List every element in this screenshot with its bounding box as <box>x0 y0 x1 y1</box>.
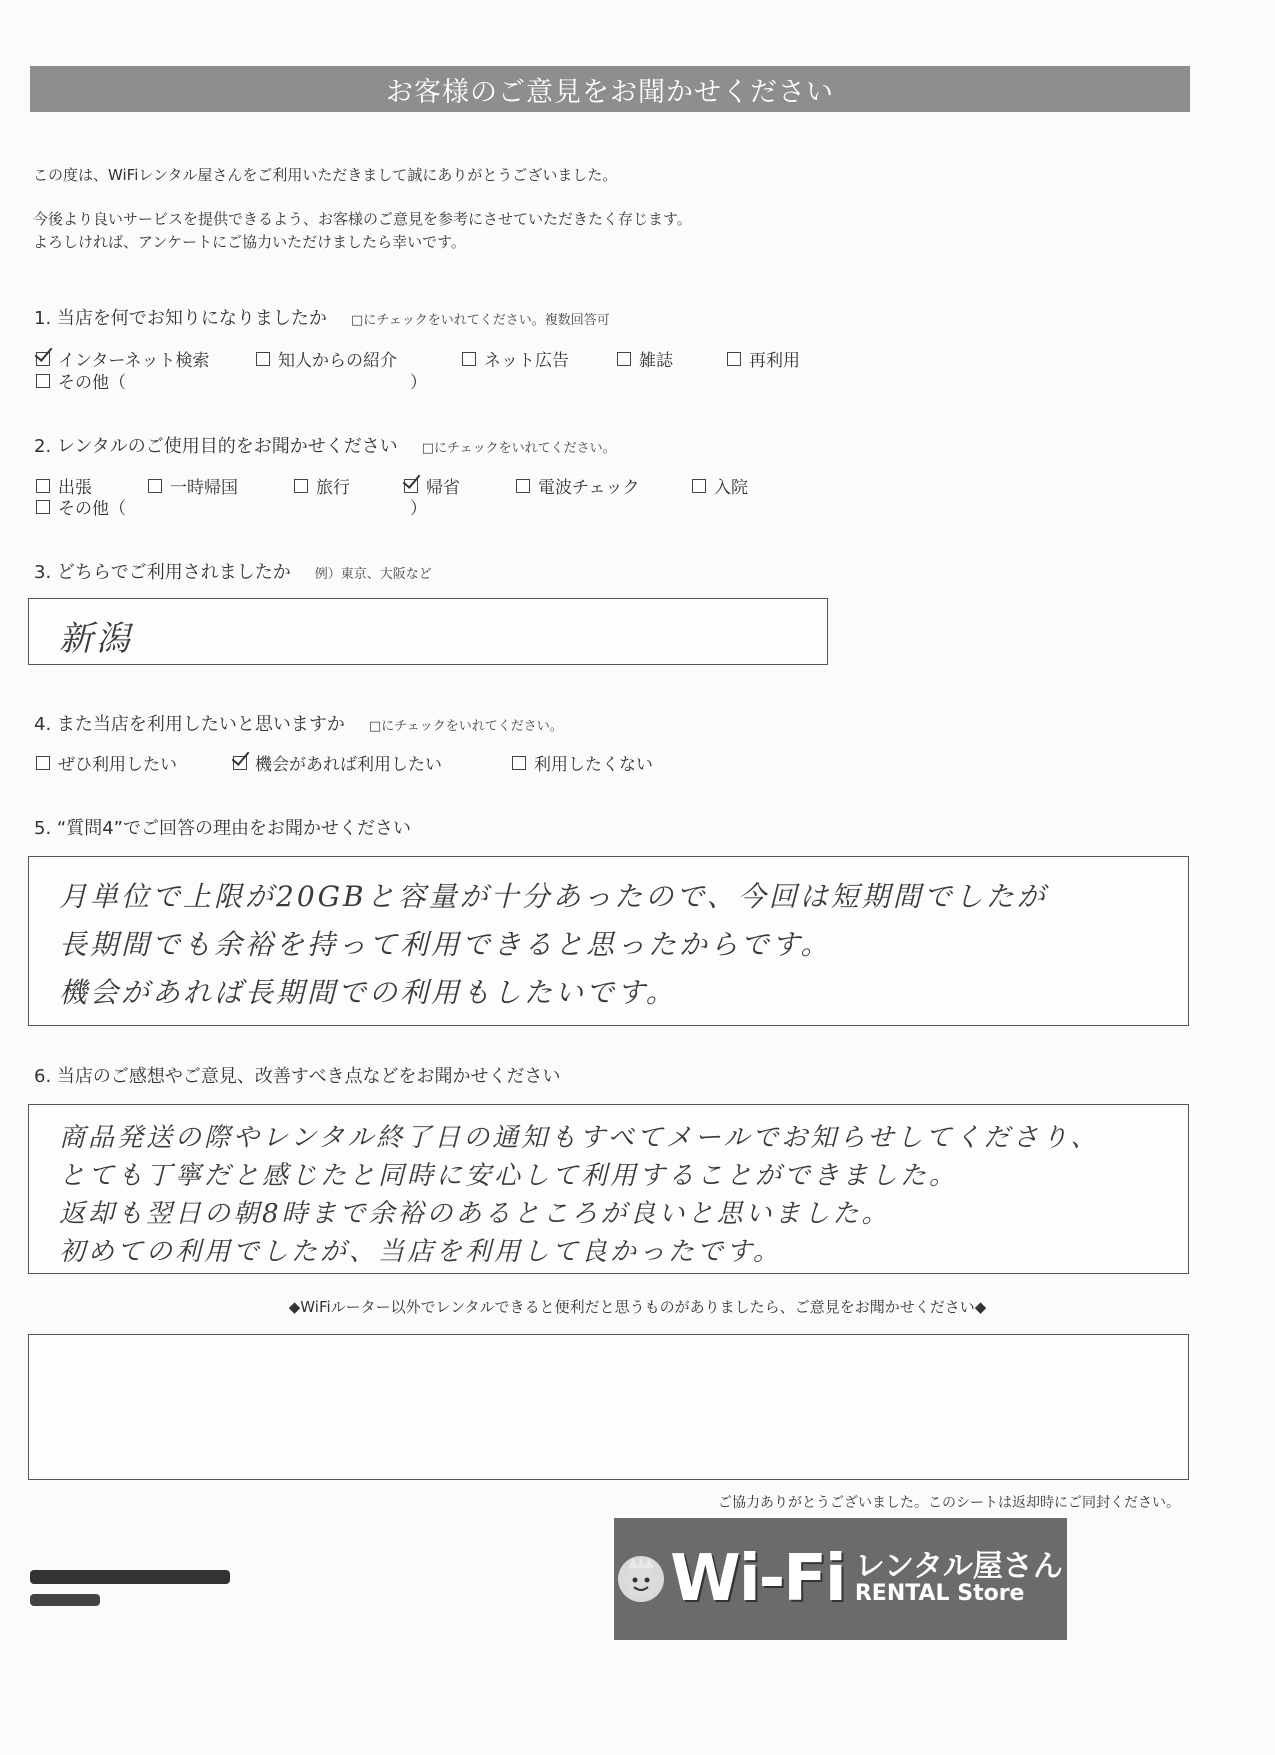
q6-answer-line: 商品発送の際やレンタル終了日の通知もすべてメールでお知らせしてくださり、 <box>59 1123 1100 1153</box>
survey-title: お客様のご意見をお聞かせください <box>30 66 1190 112</box>
q2-option-label: 出張 <box>58 478 92 498</box>
q4-option-label: 利用したくない <box>534 755 653 775</box>
q4-option-label: ぜひ利用したい <box>58 755 177 775</box>
q1-note: □にチェックをいれてください。複数回答可 <box>350 313 610 328</box>
q2-option-temp-return[interactable] <box>148 473 238 498</box>
q1-other-label: その他（ <box>58 373 126 393</box>
q3-title: 3. どちらでご利用されましたか <box>34 562 291 583</box>
footer-thanks: ご協力ありがとうございました。このシートは返却時にご同封ください。 <box>718 1495 1180 1511</box>
q6-answer-line: とても丁寧だと感じたと同時に安心して利用することができました。 <box>59 1161 959 1191</box>
checkbox[interactable] <box>294 479 308 493</box>
logo-en-text: RENTAL Store <box>854 1580 1025 1606</box>
brand-logo <box>614 1518 1067 1640</box>
q1-other-close: ） <box>410 373 427 393</box>
checkbox[interactable] <box>516 479 530 493</box>
redaction-bar <box>30 1570 230 1584</box>
logo-jp-text: レンタル屋さん <box>854 1548 1063 1584</box>
q1-option-net-ad[interactable] <box>462 346 569 371</box>
checkbox[interactable] <box>36 500 50 514</box>
intro-line-3: よろしければ、アンケートにご協力いただけましたら幸いです。 <box>33 233 466 251</box>
mascot-icon <box>618 1556 664 1602</box>
q2-option-label: 帰省 <box>426 478 460 498</box>
logo-text-block <box>854 1548 1063 1606</box>
q2-option-label: 電波チェック <box>538 478 640 498</box>
checkbox[interactable] <box>617 352 631 366</box>
checkbox[interactable] <box>36 479 50 493</box>
q5-answer-box[interactable] <box>28 856 1189 1026</box>
checkbox[interactable] <box>36 756 50 770</box>
checkbox[interactable] <box>256 352 270 366</box>
q4-option-definitely[interactable] <box>36 750 177 775</box>
intro-line-1: この度は、WiFiレンタル屋さんをご利用いただきまして誠にありがとうございました。 <box>33 166 618 184</box>
q1-option-referral[interactable] <box>256 346 397 371</box>
q7-answer-box[interactable] <box>28 1334 1189 1480</box>
q1-option-magazine[interactable] <box>617 346 673 371</box>
q6-answer-line: 初めての利用でしたが、当店を利用して良かったです。 <box>59 1237 782 1267</box>
checkbox[interactable] <box>462 352 476 366</box>
logo-wifi-text: Wi-Fi <box>670 1542 845 1616</box>
q2-note: □にチェックをいれてください。 <box>421 441 616 456</box>
checkbox[interactable] <box>692 479 706 493</box>
checkbox-checked[interactable] <box>36 352 50 366</box>
q1-option-label: ネット広告 <box>484 351 569 371</box>
q3-header <box>34 558 432 584</box>
q2-other-label: その他（ <box>58 499 126 519</box>
q1-option-reuse[interactable] <box>727 346 800 371</box>
q6-answer-box[interactable] <box>28 1104 1189 1274</box>
q2-option-label: 入院 <box>714 478 748 498</box>
q3-answer-text: 新潟 <box>59 619 133 659</box>
q4-option-no[interactable] <box>512 750 653 775</box>
q2-option-label: 一時帰国 <box>170 478 238 498</box>
checkbox[interactable] <box>148 479 162 493</box>
redaction-bar <box>30 1594 100 1606</box>
q7-title: ◆WiFiルーター以外でレンタルできると便利だと思うものがありましたら、ご意見をお聞かせください◆ <box>288 1298 987 1316</box>
q2-option-other[interactable] <box>36 494 126 519</box>
q3-answer-box[interactable] <box>28 598 828 665</box>
q5-answer-line: 機会があれば長期間での利用もしたいです。 <box>59 976 677 1009</box>
checkbox[interactable] <box>512 756 526 770</box>
checkbox[interactable] <box>727 352 741 366</box>
q4-header <box>34 710 563 736</box>
q6-answer-line: 返却も翌日の朝8時まで余裕のあるところが良いと思いました。 <box>59 1199 891 1229</box>
intro-line-2: 今後より良いサービスを提供できるよう、お客様のご意見を参考にさせていただきたく存じます。 <box>33 210 692 228</box>
q2-option-label: 旅行 <box>316 478 350 498</box>
q5-title: 5. “質問4”でご回答の理由をお聞かせください <box>34 818 411 839</box>
checkbox[interactable] <box>36 374 50 388</box>
q3-note: 例）東京、大阪など <box>314 567 432 582</box>
q5-answer-line: 長期間でも余裕を持って利用できると思ったからです。 <box>59 928 832 961</box>
q5-answer-line: 月単位で上限が20GBと容量が十分あったので、今回は短期間でしたが <box>59 880 1048 913</box>
q2-option-signal-check[interactable] <box>516 473 640 498</box>
q2-option-travel[interactable] <box>294 473 350 498</box>
checkbox-checked[interactable] <box>404 479 418 493</box>
q1-header <box>34 304 610 330</box>
q1-option-other[interactable] <box>36 368 126 393</box>
q2-option-hospital[interactable] <box>692 473 748 498</box>
q4-note: □にチェックをいれてください。 <box>368 719 563 734</box>
q1-title: 1. 当店を何でお知りになりましたか <box>34 308 327 329</box>
q2-header <box>34 432 616 458</box>
q4-option-if-chance[interactable] <box>233 750 442 775</box>
q2-other-close: ） <box>410 499 427 519</box>
q4-option-label: 機会があれば利用したい <box>255 755 442 775</box>
q4-title: 4. また当店を利用したいと思いますか <box>34 714 345 735</box>
q6-title: 6. 当店のご感想やご意見、改善すべき点などをお聞かせください <box>34 1066 561 1087</box>
q2-title: 2. レンタルのご使用目的をお聞かせください <box>34 436 398 457</box>
checkbox-checked[interactable] <box>233 756 247 770</box>
q1-option-label: インターネット検索 <box>58 351 210 371</box>
q1-option-label: 雑誌 <box>639 351 673 371</box>
q1-option-label: 知人からの紹介 <box>278 351 397 371</box>
q1-option-label: 再利用 <box>749 351 800 371</box>
